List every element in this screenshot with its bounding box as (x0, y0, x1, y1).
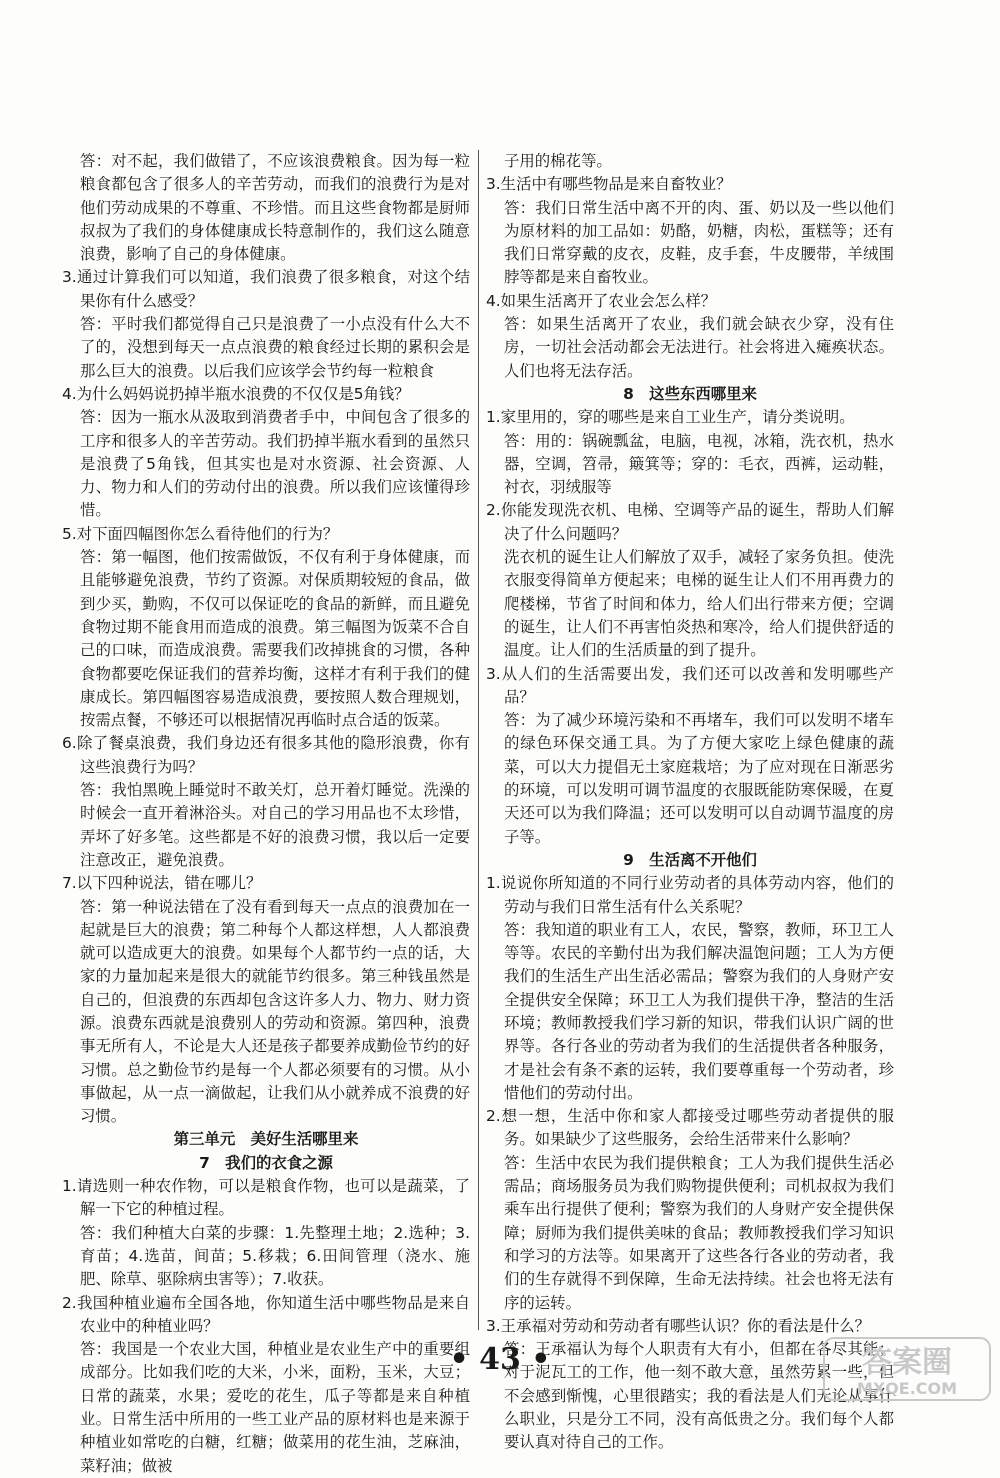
watermark-text: 答案圈 (862, 1345, 952, 1380)
answer: 答：我怕黑晚上睡觉时不敢关灯，总开着灯睡觉。洗澡的时候会一直开着淋浴头。对自己的学习用品也不太珍惜，弄坏了好多笔。这些都是不好的浪费习惯，我以后一定要注意改正，避免浪费。 (80, 781, 470, 869)
question: 5.对下面四幅图你怎么看待他们的行为？ (62, 524, 339, 543)
continued-text: 子用的棉花等。 (504, 152, 612, 170)
section-heading: 9 生活离不开他们 (623, 850, 757, 869)
page-number: • 43 • (449, 1342, 551, 1377)
answer: 答：我国是一个农业大国，种植业是农业生产中的重要组成部分。比如我们吃的大米，小米，面粉，玉米，大豆；日常的蔬菜，水果；爱吃的花生，瓜子等都是来自种植业。日常生活中所用的一些工业产品的原材料也是来源于种植业如常吃的白糖，红糖；做菜用的花生油，芝麻油，菜籽油；做被 (80, 1340, 470, 1475)
left-column (62, 150, 470, 1478)
question: 3.通过计算我们可以知道，我们浪费了很多粮食，对这个结果你有什么感受？ (62, 268, 470, 310)
question: 2.你能发现洗衣机、电梯、空调等产品的诞生，帮助人们解决了什么问题吗？ (486, 501, 894, 543)
answer: 答：对不起，我们做错了，不应该浪费粮食。因为每一粒粮食都包含了很多人的辛苦劳动，而我们的浪费行为是对他们劳动成果的不尊重、不珍惜。而且这些食物都是厨师叔叔为了我们的身体健康成长特意制作的，我们这么随意浪费，影响了自己的身体健康。 (80, 152, 470, 264)
question: 2.我国种植业遍布全国各地，你知道生活中哪些物品是来自农业中的种植业吗？ (62, 1293, 470, 1335)
question: 1.请选则一种农作物，可以是粮食作物，也可以是蔬菜，了解一下它的种植过程。 (62, 1177, 470, 1219)
answer: 答：我知道的职业有工人，农民，警察，教师，环卫工人等等。农民的辛勤付出为我们解决温饱问题；工人为方便我们的生活生产出生活必需品；警察为我们的人身财产安全提供安全保障；环卫工人为我们提供干净，整洁的生活环境；教师教授我们学习新的知识，带我们认识广阔的世界等。各行各业的劳动者为我们的生活提供者各种服务，才是社会有条不紊的运转，我们要尊重每一个劳动者，珍惜他们的劳动付出。 (504, 920, 894, 1102)
answer: 答：第一种说法错在了没有看到每天一点点的浪费加在一起就是巨大的浪费；第二种每个人都这样想，人人都浪费就可以造成更大的浪费。如果每个人都节约一点的话，大家的力量加起来是很大的就能节约很多。第三种钱虽然是自己的，但浪费的东西却包含这许多人力、物力、财力资源。浪费东西就是浪费别人的劳动和资源。第四种，浪费事无所有人，不论是大人还是孩子都要养成勤俭节约的好习惯。总之勤俭节约是每一个人都必须要有的习惯。从小事做起，从一点一滴做起，让我们从小就养成不浪费的好习惯。 (80, 897, 470, 1126)
answer: 答：平时我们都觉得自己只是浪费了一小点没有什么大不了的，没想到每天一点点浪费的粮食经过长期的累积会是那么巨大的浪费。以后我们应该学会节约每一粒粮食 (80, 315, 470, 380)
question: 7.以下四种说法，错在哪儿？ (62, 874, 262, 893)
question: 2.想一想，生活中你和家人都接受过哪些劳动者提供的服务。如果缺少了这些服务，会给生活带来什么影响？ (486, 1107, 894, 1149)
right-column (486, 150, 894, 1455)
column-divider (478, 150, 479, 1330)
watermark-logo (822, 1336, 992, 1402)
answer: 答：我们种植大白菜的步骤：1.先整理土地；2.选种；3.育苗；4.选苗，间苗；5.移栽；6.田间管理（浇水、施肥、除草、驱除病虫害等）；7.收获。 (80, 1223, 470, 1289)
question: 4.如果生活离开了农业会怎么样？ (486, 291, 717, 310)
question: 6.除了餐桌浪费，我们身边还有很多其他的隐形浪费，你有这些浪费行为吗？ (62, 734, 470, 776)
question: 3.生活中有哪些物品是来自畜牧业？ (486, 175, 732, 194)
answer: 答：因为一瓶水从汲取到消费者手中，中间包含了很多的工序和很多人的辛苦劳动。我们扔掉半瓶水看到的虽然只是浪费了5角钱，但其实也是对水资源、社会资源、人力、物力和人们的劳动付出的浪费。所以我们应该懂得珍惜。 (80, 408, 470, 520)
answer: 答：用的：锅碗瓢盆，电脑，电视，冰箱，洗衣机，热水器，空调，笤帚，簸箕等；穿的：毛衣，西裤，运动鞋，衬衣，羽绒服等 (504, 431, 894, 497)
section-heading: 8 这些东西哪里来 (623, 384, 757, 403)
answer: 答：生活中农民为我们提供粮食；工人为我们提供生活必需品；商场服务员为我们购物提供便利；司机叔叔为我们乘车出行提供了便利；警察为我们的人身财产安全提供保障；厨师为我们提供美味的食品；教师教授我们学习知识和学习的方法等。如果离开了这些各行各业的劳动者，我们的生存就得不到保障，生命无法持续。社会也将无法有序的运转。 (504, 1153, 894, 1312)
question: 3.王承福对劳动和劳动者有哪些认识？你的看法是什么？ (486, 1316, 871, 1335)
answer: 答：王承福认为每个人职责有大有小，但都在各尽其能；对于泥瓦工的工作，他一刻不敢大意，虽然劳累一些，但不会感到惭愧，心里很踏实；我的看法是人们无论从事什么职业，只是分工不同，没有高低贵之分。我们每个人都要认真对待自己的工作。 (504, 1340, 894, 1452)
answer: 洗衣机的诞生让人们解放了双手，减轻了家务负担。使洗衣服变得简单方便起来；电梯的诞生让人们不用再费力的爬楼梯，节省了时间和体力，给人们出行带来方便；空调的诞生，让人们不再害怕炎热和寒冷，给人们提供舒适的温度。让人们的生活质量的到了提升。 (504, 548, 894, 660)
answer: 答：为了减少环境污染和不再堵车，我们可以发明不堵车的绿色环保交通工具。为了方便大家吃上绿色健康的蔬菜，可以大力提倡无土家庭栽培；为了应对现在日渐恶劣的环境，可以发明可调节温度的衣服既能防寒保暖，在夏天还可以为我们降温；还可以发明可以自动调节温度的房子等。 (504, 711, 894, 846)
question: 3.从人们的生活需要出发，我们还可以改善和发明哪些产品？ (486, 664, 894, 706)
answer: 答：第一幅图，他们按需做饭，不仅有利于身体健康，而且能够避免浪费，节约了资源。对保质期较短的食品，做到少买，勤购，不仅可以保证吃的食品的新鲜，而且避免食物过期不能食用而造成的浪费。第三幅图为饭菜不合自己的口味，而造成浪费。需要我们改掉挑食的习惯，各种食物都要吃保证我们的营养均衡，这样才有利于我们的健康成长。第四幅图容易造成浪费，要按照人数合理规划，按需点餐，不够还可以根据情况再临时点合适的饭菜。 (80, 548, 470, 730)
section-heading: 第三单元 美好生活哪里来 (173, 1130, 359, 1149)
answer: 答：如果生活离开了农业，我们就会缺衣少穿，没有住房，一切社会活动都会无法进行。社会将进入瘫痪状态。人们也将无法存活。 (504, 315, 894, 380)
answer: 答：我们日常生活中离不开的肉、蛋、奶以及一些以他们为原材料的加工品如：奶酪，奶糖，肉松，蛋糕等；还有我们日常穿戴的皮衣，皮鞋，皮手套，牛皮腰带，羊绒围脖等都是来自畜牧业。 (504, 198, 894, 287)
question: 4.为什么妈妈说扔掉半瓶水浪费的不仅仅是5角钱？ (62, 384, 410, 403)
watermark-icon (822, 1336, 992, 1402)
question: 1.说说你所知道的不同行业劳动者的具体劳动内容，他们的劳动与我们日常生活有什么关系呢？ (486, 874, 894, 916)
watermark-url: MXQE.COM (856, 1379, 958, 1398)
section-heading: 7 我们的衣食之源 (199, 1153, 333, 1172)
question: 1.家里用的，穿的哪些是来自工业生产，请分类说明。 (486, 408, 855, 427)
